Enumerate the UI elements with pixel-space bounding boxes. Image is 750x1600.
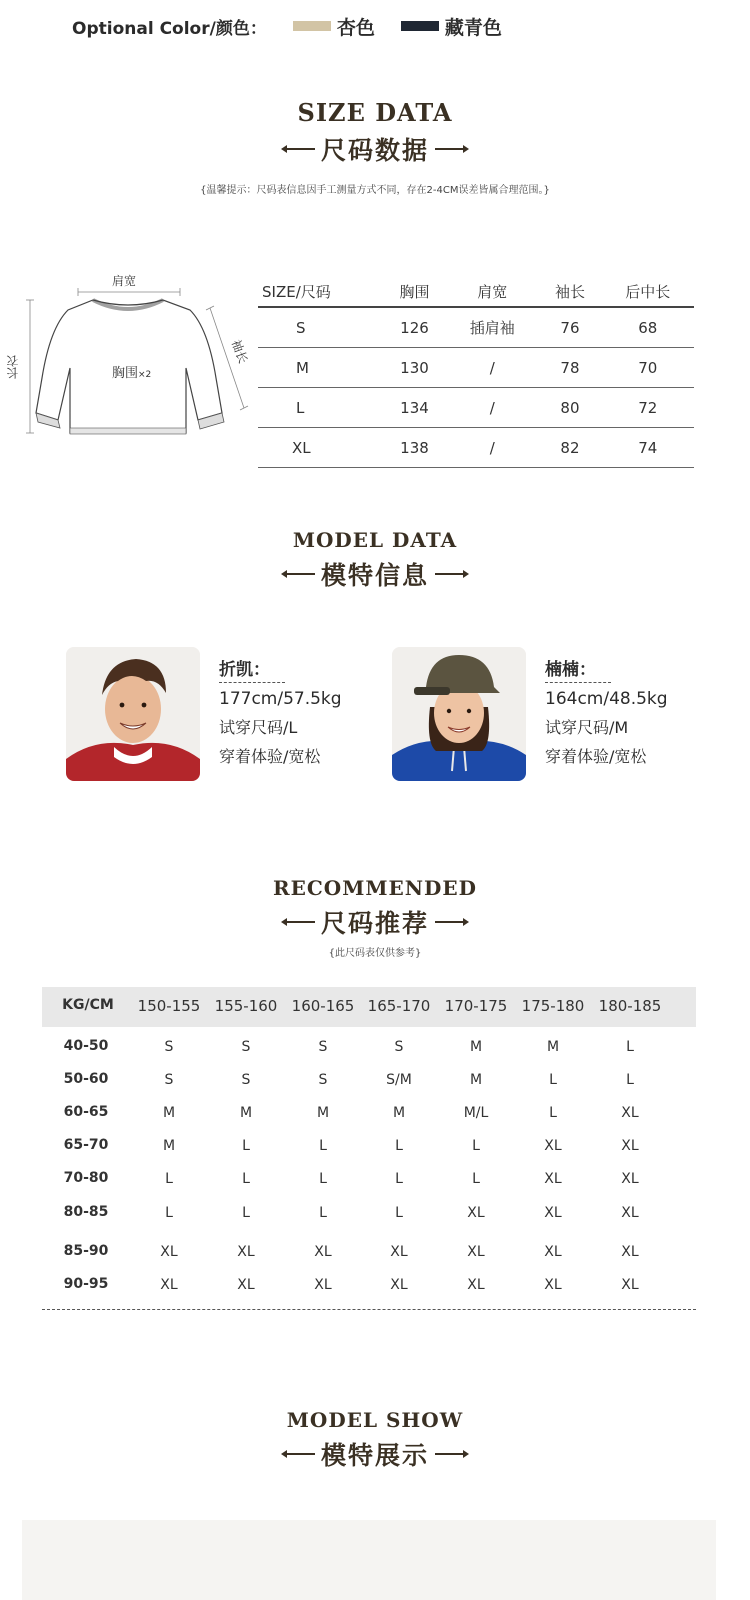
model-data-title-cn: 模特信息	[320, 561, 429, 590]
recommended-size-cell: M	[316, 1105, 330, 1121]
recommended-size-cell: XL	[390, 1277, 408, 1293]
weight-range-label: 90-95	[63, 1276, 109, 1292]
cell-back-length: 70	[601, 348, 694, 388]
recommended-size-cell: S	[241, 1039, 251, 1055]
color-name-apricot: 杏色	[336, 16, 375, 39]
recommended-size-cell: XL	[544, 1138, 562, 1154]
recommended-size-cell: L	[319, 1205, 327, 1221]
height-range-header: 160-165	[291, 997, 355, 1015]
model-try-size: 试穿尺码/L	[219, 718, 298, 737]
recommended-size-cell: M	[162, 1105, 176, 1121]
recommended-size-cell: XL	[621, 1277, 639, 1293]
recommended-size-cell: S	[241, 1072, 251, 1088]
height-range-header: 175-180	[521, 997, 585, 1015]
cell-sleeve: 76	[538, 307, 601, 348]
recommended-size-cell: M	[546, 1039, 560, 1055]
recommended-size-cell: M/L	[463, 1105, 489, 1121]
weight-range-label: 50-60	[63, 1071, 109, 1087]
model-stats: 164cm/48.5kg	[545, 689, 668, 709]
recommended-size-cell: XL	[467, 1277, 485, 1293]
recommended-title-en: RECOMMENDED	[273, 876, 477, 900]
dash-left	[283, 1453, 315, 1455]
cell-shoulder: /	[446, 348, 539, 388]
recommended-size-cell: L	[549, 1105, 557, 1121]
col-chest: 胸围	[383, 276, 446, 307]
recommended-size-cell: L	[395, 1205, 403, 1221]
color-label: Optional Color/颜色：	[72, 18, 267, 39]
color-name-navy: 藏青色	[444, 16, 502, 39]
size-data-title-en: SIZE DATA	[297, 98, 453, 127]
col-sleeve: 袖长	[538, 276, 601, 307]
weight-range-label: 40-50	[63, 1038, 109, 1054]
model-stats: 177cm/57.5kg	[219, 689, 342, 709]
cell-sleeve: 82	[538, 428, 601, 468]
cell-sleeve: 80	[538, 388, 601, 428]
recommended-size-cell: XL	[621, 1244, 639, 1260]
cell-size: S	[258, 307, 383, 348]
recommended-size-cell: L	[242, 1171, 250, 1187]
model-show-title-cn: 模特展示	[320, 1441, 429, 1470]
corner-label: KG/CM	[62, 997, 114, 1013]
label-length: 长衣	[6, 355, 20, 379]
recommended-size-cell: XL	[467, 1244, 485, 1260]
recommended-size-cell: S	[394, 1039, 404, 1055]
recommended-size-cell: S	[318, 1039, 328, 1055]
dash-right	[435, 1453, 467, 1455]
model-show-heading	[0, 1408, 750, 1472]
model-try-size: 试穿尺码/M	[545, 718, 629, 737]
height-range-header: 150-155	[137, 997, 201, 1015]
recommended-size-cell: M	[162, 1138, 176, 1154]
weight-range-label: 85-90	[63, 1243, 109, 1259]
height-range-header: 165-170	[367, 997, 431, 1015]
weight-range-label: 65-70	[63, 1137, 109, 1153]
recommended-size-cell: XL	[160, 1244, 178, 1260]
size-data-title-cn: 尺码数据	[320, 136, 429, 165]
cell-back-length: 68	[601, 307, 694, 348]
recommended-size-cell: L	[165, 1171, 173, 1187]
recommended-size-cell: XL	[314, 1277, 332, 1293]
recommended-size-cell: XL	[544, 1277, 562, 1293]
recommended-size-cell: L	[165, 1205, 173, 1221]
recommended-size-cell: XL	[621, 1205, 639, 1221]
recommended-size-cell: XL	[467, 1205, 485, 1221]
cell-shoulder: /	[446, 388, 539, 428]
recommended-size-cell: S/M	[386, 1072, 412, 1088]
recommended-size-cell: XL	[544, 1244, 562, 1260]
recommended-size-cell: S	[164, 1039, 174, 1055]
recommended-size-cell: XL	[544, 1171, 562, 1187]
cell-size: XL	[258, 428, 383, 468]
recommended-size-cell: L	[626, 1072, 634, 1088]
model-show-title-en: MODEL SHOW	[286, 1408, 464, 1432]
recommended-size-cell: L	[242, 1138, 250, 1154]
recommended-size-cell: XL	[160, 1277, 178, 1293]
cell-chest: 134	[383, 388, 446, 428]
recommended-size-cell: L	[472, 1171, 480, 1187]
model-show-title-cn-wrap	[0, 1436, 750, 1472]
size-note: {温馨提示：尺码表信息因手工测量方式不同，存在2-4CM误差皆属合理范围。}	[200, 185, 550, 196]
height-range-header: 180-185	[598, 997, 662, 1015]
recommended-size-cell: XL	[237, 1277, 255, 1293]
recommended-size-cell: XL	[237, 1244, 255, 1260]
height-range-header: 170-175	[444, 997, 508, 1015]
label-chest-suffix: ×2	[138, 370, 152, 380]
cell-back-length: 72	[601, 388, 694, 428]
recommended-size-cell: XL	[621, 1138, 639, 1154]
recommended-size-cell: XL	[314, 1244, 332, 1260]
cell-shoulder: /	[446, 428, 539, 468]
recommended-size-cell: L	[472, 1138, 480, 1154]
recommended-size-cell: L	[626, 1039, 634, 1055]
recommended-size-cell: XL	[621, 1105, 639, 1121]
cell-chest: 138	[383, 428, 446, 468]
col-shoulder: 肩宽	[446, 276, 539, 307]
recommended-title-cn: 尺码推荐	[320, 909, 429, 938]
cell-size: L	[258, 388, 383, 428]
recommended-size-cell: S	[318, 1072, 328, 1088]
recommended-size-cell: M	[392, 1105, 406, 1121]
recommended-note: {此尺码表仅供参考}	[328, 948, 422, 959]
recommend-table-divider	[42, 1309, 696, 1310]
recommended-size-cell: M	[469, 1072, 483, 1088]
weight-range-label: 80-85	[63, 1204, 109, 1220]
weight-range-label: 60-65	[63, 1104, 109, 1120]
recommended-size-cell: L	[319, 1138, 327, 1154]
weight-range-label: 70-80	[63, 1170, 109, 1186]
model-data-title-en: MODEL DATA	[292, 528, 458, 552]
label-shoulder: 肩宽	[112, 274, 137, 288]
cell-chest: 126	[383, 307, 446, 348]
recommended-size-cell: M	[239, 1105, 253, 1121]
cell-chest: 130	[383, 348, 446, 388]
label-sleeve: 袖长	[228, 337, 251, 366]
recommended-size-cell: M	[469, 1039, 483, 1055]
recommended-size-cell: XL	[621, 1171, 639, 1187]
recommended-size-cell: L	[319, 1171, 327, 1187]
col-size: SIZE/尺码	[258, 276, 383, 307]
model-show-panel	[22, 1520, 716, 1600]
model-name: 折凯：	[219, 660, 270, 680]
recommended-size-cell: L	[395, 1138, 403, 1154]
model-name: 楠楠：	[545, 660, 596, 680]
cell-size: M	[258, 348, 383, 388]
col-back-length: 后中长	[601, 276, 694, 307]
label-chest-text: 胸围	[112, 366, 139, 381]
recommended-size-cell: L	[242, 1205, 250, 1221]
recommended-size-cell: L	[395, 1171, 403, 1187]
recommended-size-cell: XL	[390, 1244, 408, 1260]
cell-sleeve: 78	[538, 348, 601, 388]
height-range-header: 155-160	[214, 997, 278, 1015]
recommended-size-cell: XL	[544, 1205, 562, 1221]
recommended-size-cell: L	[549, 1072, 557, 1088]
cell-shoulder: 插肩袖	[446, 307, 539, 348]
cell-back-length: 74	[601, 428, 694, 468]
recommended-size-cell: S	[164, 1072, 174, 1088]
model-fit: 穿着体验/宽松	[545, 747, 647, 766]
model-fit: 穿着体验/宽松	[219, 747, 321, 766]
